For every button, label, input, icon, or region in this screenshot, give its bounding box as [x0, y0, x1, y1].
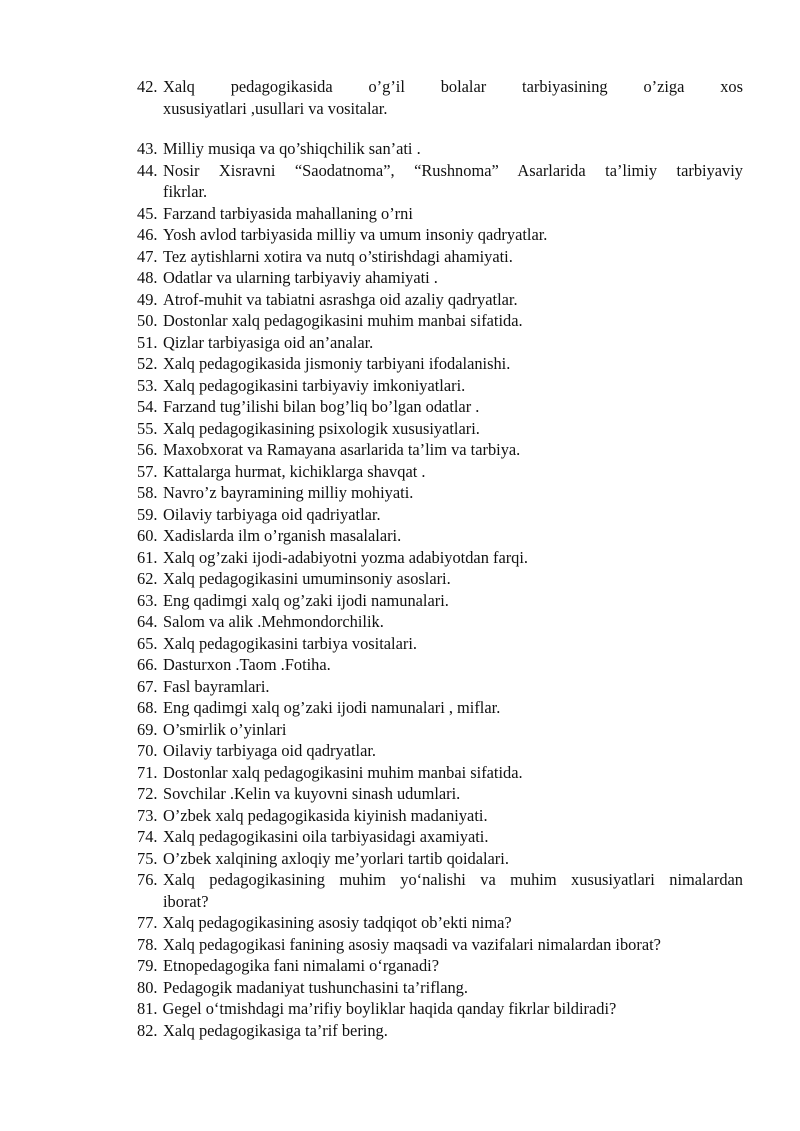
item-text: Xalq og’zaki ijodi-adabiyotni yozma adabiyotdan farqi.	[163, 547, 529, 567]
list-item	[137, 654, 743, 676]
item-number: 69.	[137, 719, 158, 739]
item-number: 82.	[137, 1020, 158, 1040]
item-number: 68.	[137, 698, 158, 717]
item-number: 74.	[137, 827, 158, 846]
list-item	[137, 998, 743, 1020]
item-number: 44.	[137, 160, 158, 180]
item-text: Xalq pedagogikasi fanining asosiy maqsadi va vazifalari nimalardan iborat?	[163, 934, 661, 954]
list-item	[137, 1020, 743, 1042]
item-text: Dostonlar xalq pedagogikasini muhim manbai sifatida.	[163, 762, 523, 782]
list-item	[137, 76, 743, 119]
item-number: 72.	[137, 784, 158, 803]
item-number: 53.	[137, 375, 158, 395]
list-item	[137, 267, 743, 289]
question-list	[137, 76, 743, 1041]
item-text: Tez aytishlarni xotira va nutq o’stirishdagi ahamiyati.	[163, 246, 513, 266]
list-item	[137, 590, 743, 612]
list-item	[137, 783, 743, 805]
item-text: Kattalarga hurmat, kichiklarga shavqat .	[163, 461, 426, 481]
list-item	[137, 461, 743, 483]
list-item	[137, 525, 743, 547]
item-text: Yosh avlod tarbiyasida milliy va umum insoniy qadryatlar.	[163, 225, 548, 244]
item-text-continuation: iborat?	[163, 891, 209, 911]
list-item	[137, 869, 743, 912]
item-text: Xalq pedagogikasini umuminsoniy asoslari.	[163, 569, 451, 588]
item-number: 49.	[137, 289, 158, 309]
item-text: Xalq pedagogikasini tarbiyaviy imkoniyatlari.	[163, 375, 466, 395]
item-number: 52.	[137, 354, 158, 373]
item-text: Xalq pedagogikasiga ta’rif bering.	[163, 1020, 388, 1040]
item-text: O’zbek xalq pedagogikasida kiyinish madaniyati.	[163, 805, 488, 825]
item-text: Milliy musiqa va qo’shiqchilik san’ati .	[163, 139, 421, 158]
list-item	[137, 504, 743, 526]
item-text: Xalq pedagogikasining asosiy tadqiqot ob’ekti nima?	[162, 913, 512, 932]
item-number: 55.	[137, 418, 158, 438]
list-item	[137, 912, 743, 934]
item-number: 73.	[137, 805, 158, 825]
list-item	[137, 676, 743, 698]
list-item	[137, 160, 743, 203]
list-item	[137, 310, 743, 332]
list-item	[137, 848, 743, 870]
item-text-continuation: xususiyatlari ,usullari va vositalar.	[163, 98, 388, 118]
list-item	[137, 611, 743, 633]
item-text: Farzand tarbiyasida mahallaning o’rni	[163, 203, 413, 223]
list-item	[137, 418, 743, 440]
item-number: 54.	[137, 397, 158, 416]
item-number: 75.	[137, 848, 158, 868]
item-text: Etnopedagogika fani nimalami o‘rganadi?	[163, 956, 439, 975]
item-number: 42.	[137, 77, 158, 96]
list-item	[137, 762, 743, 784]
item-text: Fasl bayramlari.	[163, 676, 270, 696]
list-item	[137, 955, 743, 977]
item-text: Xadislarda ilm o’rganish masalalari.	[163, 526, 402, 545]
item-text: Navro’z bayramining milliy mohiyati.	[163, 483, 414, 502]
item-text: Xalq pedagogikasini tarbiya vositalari.	[163, 633, 417, 653]
item-number: 43.	[137, 139, 158, 158]
item-text: O’zbek xalqining axloqiy me’yorlari tartib qoidalari.	[163, 848, 509, 868]
item-number: 57.	[137, 461, 158, 481]
item-text-continuation: fikrlar.	[163, 182, 208, 201]
list-item	[137, 439, 743, 461]
item-number: 58.	[137, 483, 158, 502]
list-item	[137, 697, 743, 719]
list-item	[137, 482, 743, 504]
list-item	[137, 547, 743, 569]
item-number: 78.	[137, 934, 158, 954]
item-text: Xalq pedagogikasida o’g’il bolalar tarbiyasining o’ziga xos	[163, 77, 743, 96]
item-text: Oilaviy tarbiyaga oid qadryatlar.	[163, 741, 377, 760]
item-text: Xalq pedagogikasida jismoniy tarbiyani ifodalanishi.	[163, 354, 511, 373]
item-number: 47.	[137, 246, 158, 266]
item-text: Qizlar tarbiyasiga oid an’analar.	[163, 332, 374, 352]
item-number: 79.	[137, 956, 158, 975]
item-text: Eng qadimgi xalq og’zaki ijodi namunalari , miflar.	[163, 698, 501, 717]
list-item	[137, 633, 743, 655]
list-item	[137, 396, 743, 418]
item-text: Salom va alik .Mehmondorchilik.	[163, 612, 384, 631]
list-item	[137, 203, 743, 225]
list-item	[137, 568, 743, 590]
item-text: Gegel o‘tmishdagi ma’rifiy boyliklar haqida qanday fikrlar bildiradi?	[162, 999, 617, 1018]
list-item	[137, 138, 743, 160]
item-number: 56.	[137, 440, 158, 459]
item-text: Xalq pedagogikasining psixologik xususiyatlari.	[163, 418, 480, 438]
list-item	[137, 246, 743, 268]
item-number: 62.	[137, 569, 158, 588]
item-number: 64.	[137, 612, 158, 631]
item-text: Xalq pedagogikasini oila tarbiyasidagi axamiyati.	[163, 827, 489, 846]
list-item	[137, 289, 743, 311]
item-number: 66.	[137, 655, 158, 674]
list-item	[137, 740, 743, 762]
item-number: 61.	[137, 547, 158, 567]
item-text: O’smirlik o’yinlari	[163, 719, 287, 739]
item-number: 77.	[137, 913, 158, 932]
item-number: 81.	[137, 999, 158, 1018]
list-item	[137, 934, 743, 956]
item-number: 63.	[137, 590, 158, 610]
list-item	[137, 826, 743, 848]
item-number: 60.	[137, 526, 158, 545]
item-number: 46.	[137, 225, 158, 244]
item-number: 80.	[137, 977, 158, 997]
item-number: 48.	[137, 268, 158, 287]
item-text: Odatlar va ularning tarbiyaviy ahamiyati .	[163, 268, 438, 287]
list-item	[137, 224, 743, 246]
item-text: Atrof-muhit va tabiatni asrashga oid azaliy qadryatlar.	[163, 289, 518, 309]
item-number: 50.	[137, 311, 158, 330]
item-number: 65.	[137, 633, 158, 653]
item-number: 70.	[137, 741, 158, 760]
item-text: Oilaviy tarbiyaga oid qadriyatlar.	[163, 504, 381, 524]
list-item	[137, 719, 743, 741]
item-text: Dasturxon .Taom .Fotiha.	[163, 655, 331, 674]
item-text: Eng qadimgi xalq og’zaki ijodi namunalari.	[163, 590, 449, 610]
item-text: Xalq pedagogikasining muhim yo‘nalishi va muhim xususiyatlari nimalardan	[163, 870, 743, 889]
item-number: 45.	[137, 203, 158, 223]
item-number: 67.	[137, 676, 158, 696]
item-number: 51.	[137, 332, 158, 352]
list-item	[137, 977, 743, 999]
item-text: Dostonlar xalq pedagogikasini muhim manbai sifatida.	[163, 311, 523, 330]
list-item	[137, 375, 743, 397]
item-text: Nosir Xisravni “Saodatnoma”, “Rushnoma” Asarlarida ta’limiy tarbiyaviy	[163, 160, 743, 180]
item-number: 71.	[137, 762, 158, 782]
item-number: 59.	[137, 504, 158, 524]
list-item	[137, 353, 743, 375]
item-text: Sovchilar .Kelin va kuyovni sinash udumlari.	[163, 784, 461, 803]
item-text: Farzand tug’ilishi bilan bog’liq bo’lgan odatlar .	[163, 397, 480, 416]
item-text: Maxobxorat va Ramayana asarlarida ta’lim va tarbiya.	[163, 440, 521, 459]
item-number: 76.	[137, 870, 158, 889]
item-text: Pedagogik madaniyat tushunchasini ta’riflang.	[163, 977, 468, 997]
list-item	[137, 805, 743, 827]
list-item	[137, 332, 743, 354]
